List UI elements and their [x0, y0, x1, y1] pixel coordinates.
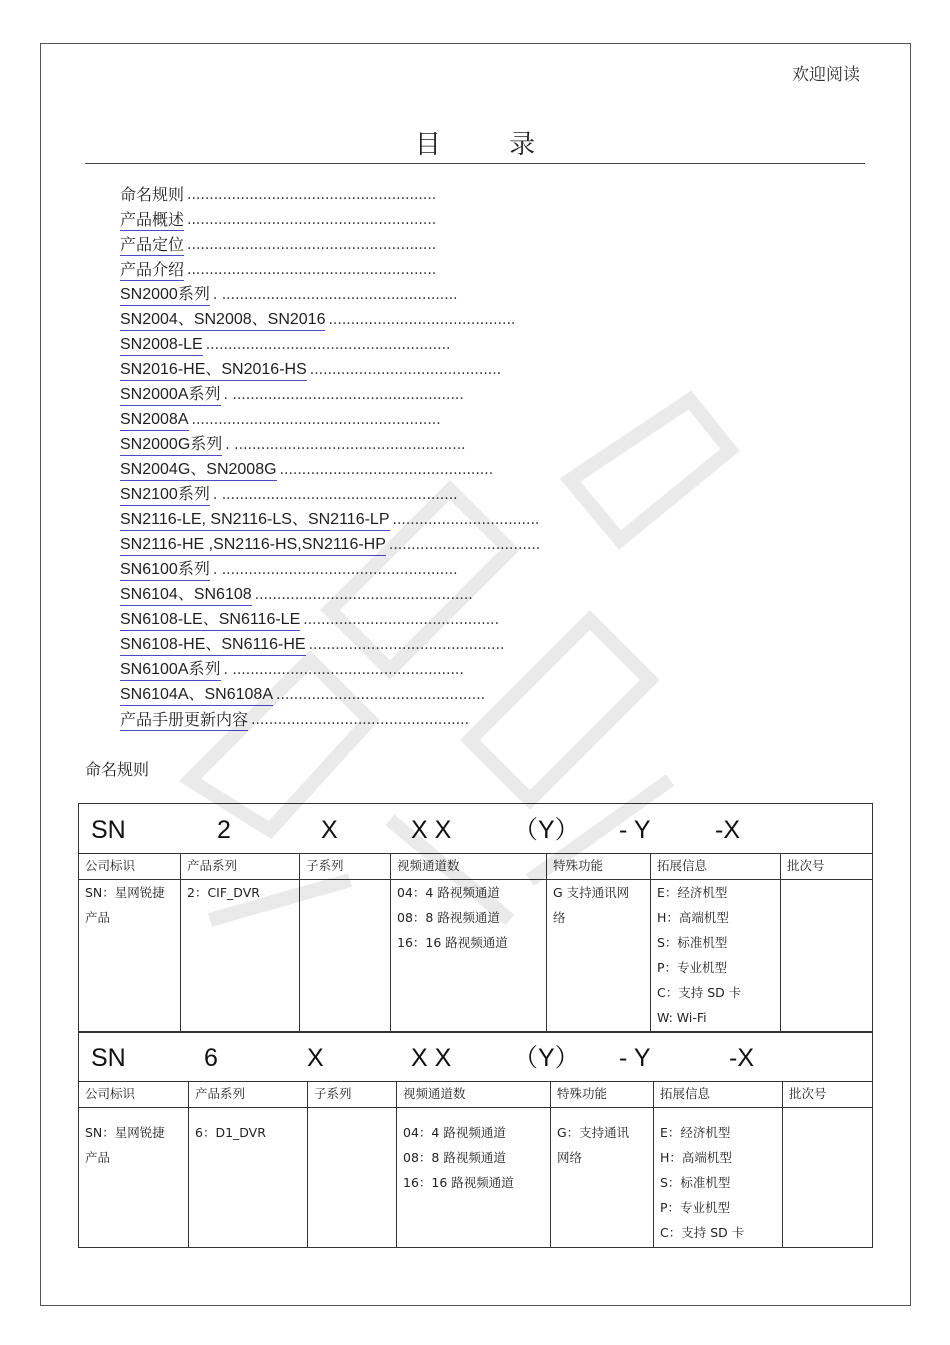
naming-body-cell: [308, 1108, 397, 1248]
toc-entry-leader-dots: ..........................................: [328, 312, 516, 328]
naming-table-cif: [78, 803, 873, 1033]
naming-cell-line: SN：星网锐捷: [85, 1125, 165, 1140]
toc-entry-label[interactable]: SN2116-LE, SN2116-LS、SN2116-LP: [120, 509, 390, 531]
toc-entry[interactable]: [120, 381, 640, 406]
naming-code-part: - Y: [619, 1044, 651, 1072]
naming-body-cell: [551, 1108, 654, 1248]
toc-title: 目 录: [414, 130, 566, 160]
toc-entry-label[interactable]: SN2000A系列: [120, 384, 221, 406]
toc-entry[interactable]: [120, 631, 640, 656]
toc-entry-label[interactable]: 产品定位: [120, 235, 185, 254]
toc-entry[interactable]: [120, 281, 640, 306]
toc-entry-label[interactable]: SN6108-LE、SN6116-LE: [120, 609, 300, 631]
section-heading: 命名规则: [85, 760, 150, 779]
naming-code-part: 6: [204, 1044, 218, 1072]
toc-entry[interactable]: [120, 431, 640, 456]
toc-entry[interactable]: [120, 556, 640, 581]
toc-entry-label[interactable]: 产品手册更新内容: [120, 710, 249, 729]
naming-header-row: [79, 1082, 873, 1108]
naming-cell-line: 产品: [85, 910, 111, 925]
toc-entry-leader-dots: . .....................................................: [212, 562, 458, 578]
naming-cell-line: 2：CIF_DVR: [187, 885, 260, 900]
table-of-contents: [120, 181, 640, 731]
naming-header-cell: 特殊功能: [547, 854, 651, 880]
naming-code-cell: [79, 804, 873, 854]
naming-header-cell: 拓展信息: [654, 1082, 783, 1108]
naming-body-cell: [783, 1108, 873, 1248]
toc-entry[interactable]: [120, 356, 640, 381]
toc-entry[interactable]: [120, 481, 640, 506]
toc-entry-leader-dots: ............................................: [303, 612, 500, 628]
naming-body-cell: [79, 880, 181, 1033]
naming-cell-line: SN：星网锐捷: [85, 885, 165, 900]
naming-body-cell: [189, 1108, 308, 1248]
naming-code-part: SN: [91, 1044, 126, 1072]
naming-header-cell: 特殊功能: [551, 1082, 654, 1108]
naming-header-cell: 产品系列: [189, 1082, 308, 1108]
naming-cell-line: 络: [553, 910, 566, 925]
naming-cell-line: P：专业机型: [660, 1200, 731, 1215]
naming-cell-line: 04：4 路视频通道: [397, 885, 500, 900]
naming-cell-line: E：经济机型: [657, 885, 728, 900]
naming-code-row: [79, 804, 873, 854]
toc-entry-leader-dots: .................................................: [251, 712, 470, 728]
naming-body-cell: [654, 1108, 783, 1248]
naming-header-cell: 子系列: [308, 1082, 397, 1108]
naming-cell-line: 16：16 路视频通道: [397, 935, 508, 950]
naming-cell-line: 16：16 路视频通道: [403, 1175, 514, 1190]
toc-entry-leader-dots: ..................................: [388, 537, 541, 553]
naming-code-cell: [79, 1032, 873, 1082]
naming-cell-line: S：标准机型: [660, 1175, 731, 1190]
toc-entry[interactable]: [120, 656, 640, 681]
toc-entry-leader-dots: ................................................: [279, 462, 494, 478]
toc-entry[interactable]: [120, 306, 640, 331]
toc-entry[interactable]: [120, 331, 640, 356]
toc-entry-label[interactable]: SN2004G、SN2008G: [120, 459, 277, 481]
toc-entry-label[interactable]: SN2000G系列: [120, 434, 222, 456]
toc-entry-label[interactable]: SN2100系列: [120, 484, 210, 506]
naming-cell-line: S：标准机型: [657, 935, 728, 950]
toc-entry-leader-dots: ........................................................: [187, 212, 437, 228]
toc-entry-leader-dots: ........................................................: [187, 262, 437, 278]
naming-code-part: SN: [91, 816, 126, 844]
toc-entry-label[interactable]: SN2004、SN2008、SN2016: [120, 309, 325, 331]
toc-entry-label[interactable]: SN6104、SN6108: [120, 584, 252, 606]
toc-entry-leader-dots: . .....................................................: [212, 287, 458, 303]
toc-entry-label: 命名规则: [120, 185, 185, 204]
toc-entry-leader-dots: . ....................................................: [223, 387, 464, 403]
toc-entry[interactable]: [120, 531, 640, 556]
naming-cell-line: 产品: [85, 1150, 111, 1165]
naming-cell-line: 04：4 路视频通道: [403, 1125, 506, 1140]
toc-entry-leader-dots: ........................................................: [191, 412, 441, 428]
naming-cell-line: 6：D1_DVR: [195, 1125, 266, 1140]
naming-code-part: - Y: [619, 816, 651, 844]
naming-code-part: （Y）: [513, 1044, 580, 1072]
toc-entry-leader-dots: ........................................................: [187, 237, 437, 253]
toc-entry-leader-dots: ............................................: [308, 637, 505, 653]
naming-cell-line: H：高端机型: [657, 910, 729, 925]
toc-entry-leader-dots: .................................: [392, 512, 540, 528]
naming-header-cell: 公司标识: [79, 854, 181, 880]
naming-body-cell: [781, 880, 873, 1033]
naming-cell-line: P：专业机型: [657, 960, 728, 975]
naming-header-cell: 拓展信息: [651, 854, 781, 880]
title-divider: [85, 163, 865, 164]
naming-body-cell: [547, 880, 651, 1033]
toc-entry-leader-dots: . ....................................................: [223, 662, 464, 678]
naming-code-part: -X: [729, 1044, 754, 1072]
naming-header-cell: 批次号: [781, 854, 873, 880]
toc-entry-leader-dots: ...............................................: [276, 687, 486, 703]
toc-entry[interactable]: [120, 406, 640, 431]
naming-code-part: X: [307, 1044, 324, 1072]
toc-entry[interactable]: [120, 606, 640, 631]
toc-entry-label[interactable]: SN6108-HE、SN6116-HE: [120, 634, 306, 656]
toc-entry-label[interactable]: SN2016-HE、SN2016-HS: [120, 359, 307, 381]
naming-cell-line: H：高端机型: [660, 1150, 732, 1165]
naming-code-part: X X: [411, 816, 452, 844]
toc-entry[interactable]: [120, 581, 640, 606]
toc-entry-leader-dots: ...........................................: [309, 362, 502, 378]
naming-body-row: [79, 1108, 873, 1248]
toc-entry-label[interactable]: SN6100A系列: [120, 659, 221, 681]
naming-cell-line: 08：8 路视频通道: [397, 910, 500, 925]
naming-header-cell: 产品系列: [181, 854, 300, 880]
toc-entry-label[interactable]: SN2000系列: [120, 284, 210, 306]
header-note: 欢迎阅读: [792, 65, 860, 85]
toc-entry: [120, 181, 640, 206]
naming-cell-line: 网络: [557, 1150, 583, 1165]
naming-code-part: X X: [411, 1044, 452, 1072]
naming-body-cell: [391, 880, 547, 1033]
naming-body-cell: [651, 880, 781, 1033]
naming-code-part: -X: [715, 816, 740, 844]
naming-header-cell: 子系列: [300, 854, 391, 880]
naming-header-cell: 视频通道数: [391, 854, 547, 880]
toc-entry-label[interactable]: SN2008-LE: [120, 334, 203, 356]
naming-body-row: [79, 880, 873, 1033]
toc-entry-leader-dots: . .....................................................: [212, 487, 458, 503]
naming-header-cell: 批次号: [783, 1082, 873, 1108]
toc-entry-label[interactable]: SN6100系列: [120, 559, 210, 581]
naming-cell-line: E：经济机型: [660, 1125, 731, 1140]
toc-entry-leader-dots: .......................................................: [205, 337, 451, 353]
toc-entry-label[interactable]: SN6104A、SN6108A: [120, 684, 273, 706]
naming-table-d1: [78, 1031, 873, 1248]
naming-cell-line: W: Wi-Fi: [657, 1010, 707, 1025]
toc-entry[interactable]: [120, 706, 640, 731]
toc-entry[interactable]: [120, 231, 640, 256]
naming-header-row: [79, 854, 873, 880]
naming-cell-line: C：支持 SD 卡: [660, 1225, 745, 1240]
toc-entry-label[interactable]: 产品概述: [120, 210, 185, 229]
naming-code-part: X: [321, 816, 338, 844]
toc-entry[interactable]: [120, 681, 640, 706]
toc-entry-leader-dots: . ....................................................: [225, 437, 466, 453]
naming-header-cell: 视频通道数: [397, 1082, 551, 1108]
toc-entry-leader-dots: ........................................................: [187, 187, 437, 203]
naming-code-part: 2: [217, 816, 231, 844]
toc-entry-label[interactable]: SN2008A: [120, 409, 189, 431]
toc-entry-label[interactable]: 产品介绍: [120, 260, 185, 279]
toc-entry[interactable]: [120, 206, 640, 231]
naming-body-cell: [397, 1108, 551, 1248]
naming-body-cell: [181, 880, 300, 1033]
toc-entry[interactable]: [120, 456, 640, 481]
naming-cell-line: G 支持通讯网: [553, 885, 630, 900]
naming-body-cell: [300, 880, 391, 1033]
naming-header-cell: 公司标识: [79, 1082, 189, 1108]
toc-entry-label[interactable]: SN2116-HE ,SN2116-HS,SN2116-HP: [120, 534, 386, 556]
naming-cell-line: G：支持通讯: [557, 1125, 630, 1140]
naming-cell-line: 08：8 路视频通道: [403, 1150, 506, 1165]
naming-code-row: [79, 1032, 873, 1082]
naming-cell-line: C：支持 SD 卡: [657, 985, 742, 1000]
naming-body-cell: [79, 1108, 189, 1248]
toc-entry[interactable]: [120, 506, 640, 531]
naming-code-part: （Y）: [513, 816, 580, 844]
toc-entry[interactable]: [120, 256, 640, 281]
toc-entry-leader-dots: .................................................: [254, 587, 473, 603]
